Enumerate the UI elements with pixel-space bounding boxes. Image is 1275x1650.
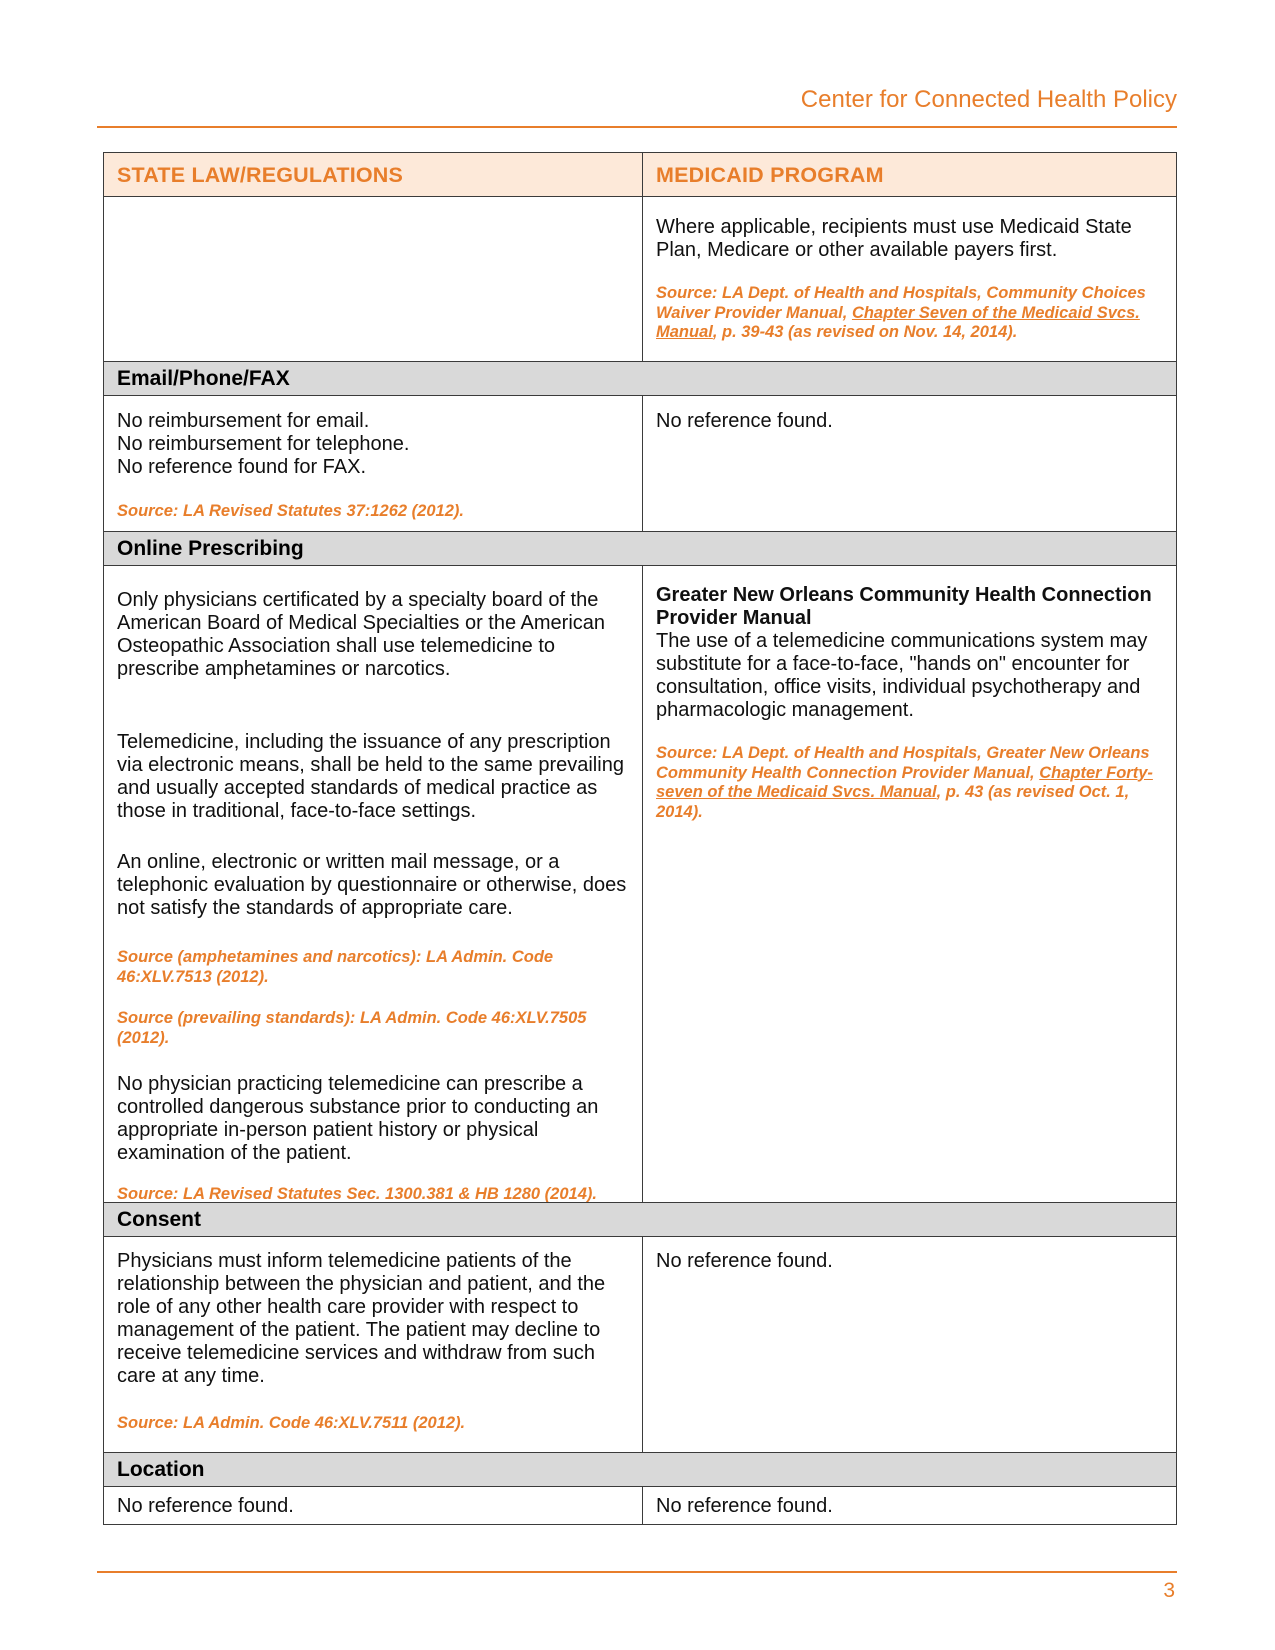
email-medicaid-cell bbox=[643, 396, 1176, 531]
online-source-statutes: Source: LA Revised Statutes Sec. 1300.381 & HB 1280 (2014). bbox=[117, 1185, 597, 1202]
col-header-medicaid: MEDICAID PROGRAM bbox=[656, 163, 884, 187]
intro-medicaid-cell bbox=[643, 197, 1176, 361]
section-header-online-prescribing: Online Prescribing bbox=[104, 531, 1176, 566]
consent-source: Source: LA Admin. Code 46:XLV.7511 (2012). bbox=[117, 1414, 466, 1432]
section-header-email-phone-fax: Email/Phone/FAX bbox=[104, 361, 1176, 396]
intro-medicaid-body: Where applicable, recipients must use Medicaid State Plan, Medicare or other available payers first. bbox=[656, 216, 1132, 261]
page-number: 3 bbox=[1163, 1579, 1175, 1602]
email-line: No reference found for FAX. bbox=[117, 456, 367, 478]
email-line: No reimbursement for telephone. bbox=[117, 433, 410, 455]
source-text: Source: LA Dept. of Health and Hospitals, Community Choices Waiver Provider Manual, bbox=[656, 284, 1146, 322]
section-header-location: Location bbox=[104, 1452, 1176, 1487]
online-paragraph-3: An online, electronic or written mail message, or a telephonic evaluation by questionnaire or otherwise, does not satisfy the standards of appropriate care. bbox=[117, 851, 627, 919]
location-state-law-cell bbox=[104, 1487, 643, 1524]
email-source: Source: LA Revised Statutes 37:1262 (2012). bbox=[117, 502, 464, 520]
row-location bbox=[104, 1487, 1176, 1524]
source-link-chapter-seven[interactable]: Chapter Seven of the Medicaid Svcs. Manual bbox=[656, 303, 1140, 341]
policy-table bbox=[103, 152, 1177, 1525]
online-paragraph-1: Only physicians certificated by a specialty board of the American Board of Medical Specialties or the American Osteopathic Association shall use telemedicine to prescribe amphetamines or narcotics. bbox=[117, 589, 606, 680]
source-link-chapter-forty-seven[interactable]: Chapter Forty-seven of the Medicaid Svcs. Manual bbox=[656, 763, 1153, 801]
row-online-prescribing bbox=[104, 566, 1176, 1202]
email-line: No reimbursement for email. bbox=[117, 410, 370, 432]
header-rule bbox=[97, 126, 1177, 128]
online-medicaid-source bbox=[656, 744, 1161, 822]
row-intro bbox=[104, 197, 1176, 361]
section-header-consent: Consent bbox=[104, 1202, 1176, 1237]
online-medicaid-cell bbox=[643, 566, 1176, 1202]
consent-medicaid-cell bbox=[643, 1237, 1176, 1452]
footer-rule bbox=[97, 1571, 1177, 1573]
consent-medicaid-body: No reference found. bbox=[656, 1250, 833, 1272]
intro-state-law-cell bbox=[104, 197, 643, 361]
source-text: , p. 43 (as revised Oct. 1, 2014). bbox=[656, 783, 1130, 821]
online-paragraph-4: No physician practicing telemedicine can prescribe a controlled dangerous substance prior to conducting an appropriate in-person patient history or physical examination of the patient. bbox=[117, 1073, 599, 1164]
table-header-row bbox=[104, 153, 1176, 197]
location-body: No reference found. bbox=[117, 1495, 294, 1517]
brand-title: Center for Connected Health Policy bbox=[800, 86, 1177, 113]
source-text: , p. 39-43 (as revised on Nov. 14, 2014). bbox=[712, 323, 1018, 341]
row-consent bbox=[104, 1237, 1176, 1452]
intro-medicaid-source bbox=[656, 284, 1161, 343]
location-medicaid-body: No reference found. bbox=[656, 1495, 833, 1517]
consent-body: Physicians must inform telemedicine patients of the relationship between the physician and patient, and the role of any other health care provider with respect to management of the patient. The patient may decline to receive telemedicine services and withdraw from such care at any time. bbox=[117, 1250, 606, 1387]
online-state-law-cell bbox=[104, 566, 643, 1202]
online-medicaid-heading: Greater New Orleans Community Health Connection Provider Manual bbox=[656, 584, 1152, 629]
location-medicaid-cell bbox=[643, 1487, 1176, 1524]
email-state-law-cell bbox=[104, 396, 643, 531]
online-source-prevailing: Source (prevailing standards): LA Admin. Code 46:XLV.7505 (2012). bbox=[117, 1009, 587, 1047]
consent-state-law-cell bbox=[104, 1237, 643, 1452]
row-email-phone-fax bbox=[104, 396, 1176, 531]
col-header-state-law: STATE LAW/REGULATIONS bbox=[104, 153, 643, 196]
online-source-amphetamines: Source (amphetamines and narcotics): LA Admin. Code 46:XLV.7513 (2012). bbox=[117, 948, 554, 986]
source-text: Source: LA Dept. of Health and Hospitals, Greater New Orleans Community Health Connection Provider Manual, bbox=[656, 744, 1150, 782]
online-paragraph-2: Telemedicine, including the issuance of any prescription via electronic means, shall be held to the same prevailing and usually accepted standards of medical practice as those in traditional, face-to-face settings. bbox=[117, 731, 624, 822]
online-medicaid-body: The use of a telemedicine communications system may substitute for a face-to-face, "hands on" encounter for consultation, office visits, individual psychotherapy and pharmacologic management. bbox=[656, 630, 1148, 721]
email-medicaid-body: No reference found. bbox=[656, 410, 833, 432]
